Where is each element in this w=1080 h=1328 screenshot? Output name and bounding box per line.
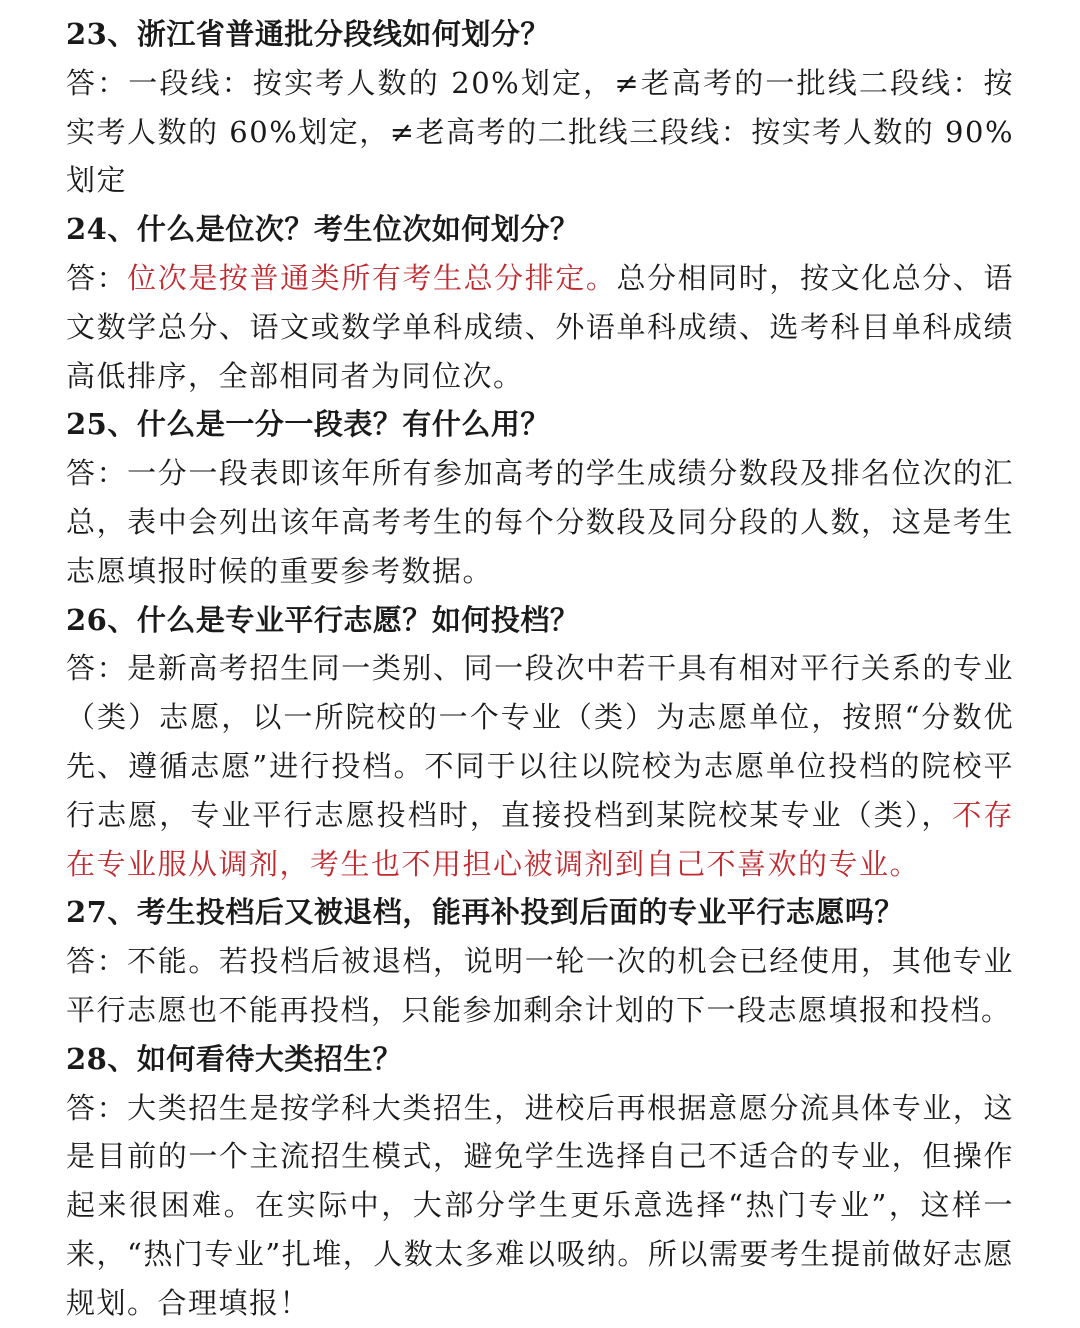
answer-text: 总分相同时，按文化总分、语文数学总分、语文或数学单科成绩、外语单科成绩、选考科目单科成绩高低排序，全部相同者为同位次。 [66, 260, 1014, 393]
question-heading: 25、什么是一分一段表？有什么用？ [66, 407, 550, 442]
question-heading: 28、如何看待大类招生？ [66, 1041, 403, 1076]
answer-highlight: 位次是按普通类所有考生总分排定。 [127, 260, 617, 295]
answer-paragraph [66, 937, 1014, 1035]
answer-text: 答：一分一段表即该年所有参加高考的学生成绩分数段及排名位次的汇总，表中会列出该年高考考生的每个分数段及同分段的人数，这是考生志愿填报时候的重要参考数据。 [66, 456, 1014, 588]
question-heading: 27、考生投档后又被退档，能再补投到后面的专业平行志愿吗？ [66, 895, 904, 930]
question-heading: 24、什么是位次？考生位次如何划分？ [66, 212, 580, 247]
answer-text: 答： [66, 260, 128, 295]
answer-paragraph [66, 644, 1014, 888]
qa-block [66, 205, 1014, 400]
qa-block [66, 10, 1014, 205]
answer-text: 答：一段线：按实考人数的 20%划定，≠老高考的一批线二段线：按实考人数的 60%划定，≠老高考的二批线三段线：按实考人数的 90%划定 [66, 65, 1014, 198]
answer-highlight: 不存在专业服从调剂，考生也不用担心被调剂到自己不喜欢的专业。 [66, 797, 1014, 881]
answer-paragraph [66, 449, 1014, 595]
answer-text: 答：不能。若投档后被退档，说明一轮一次的机会已经使用，其他专业平行志愿也不能再投档，只能参加剩余计划的下一段志愿填报和投档。 [66, 944, 1014, 1027]
answer-paragraph [66, 254, 1014, 400]
question-heading: 23、浙江省普通批分段线如何划分？ [66, 17, 550, 51]
answer-text: 答：大类招生是按学科大类招生，进校后再根据意愿分流具体专业，这是目前的一个主流招生模式，避免学生选择自己不适合的专业，但操作起来很困难。在实际中，大部分学生更乐意选择“热门专业”，这样一来，“热门专业”扎堆，人数太多难以吸纳。所以需要考生提前做好志愿规划。合理填报！ [66, 1090, 1014, 1320]
qa-block [66, 400, 1014, 595]
answer-paragraph [66, 59, 1014, 205]
question-heading: 26、什么是专业平行志愿？如何投档？ [66, 602, 580, 637]
answer-text: 答：是新高考招生同一类别、同一段次中若干具有相对平行关系的专业（类）志愿，以一所院校的一个专业（类）为志愿单位，按照“分数优先、遵循志愿”进行投档。不同于以往以院校为志愿单位投档的院校平行志愿，专业平行志愿投档时，直接投档到某院校某专业（类）， [66, 651, 1014, 832]
qa-block [66, 596, 1014, 889]
answer-paragraph [66, 1084, 1014, 1328]
qa-block [66, 888, 1014, 1034]
qa-block [66, 1035, 1014, 1328]
